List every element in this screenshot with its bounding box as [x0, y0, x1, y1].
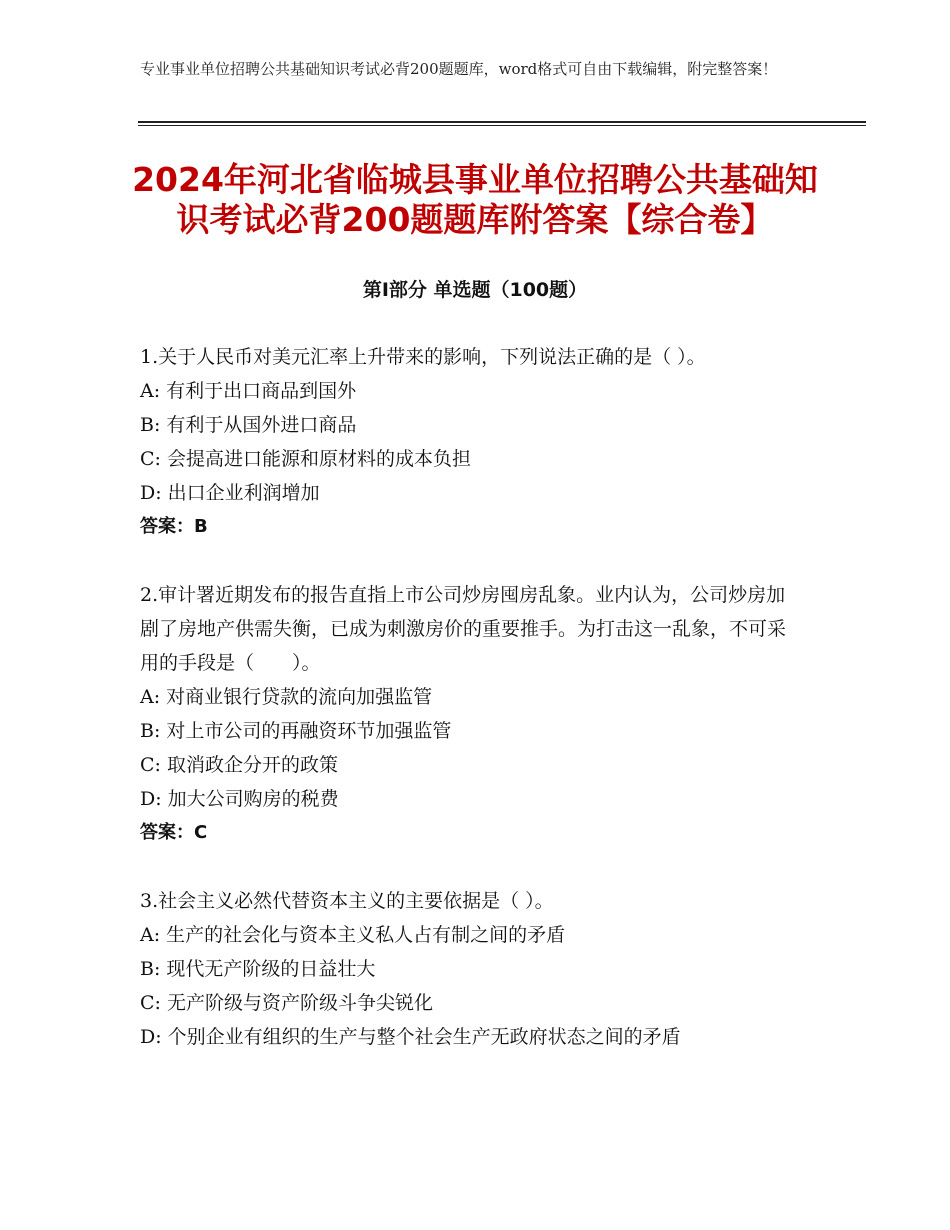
- question-stem: 1.关于人民币对美元汇率上升带来的影响，下列说法正确的是（ ）。: [140, 346, 706, 368]
- option-d: D: 加大公司购房的税费: [140, 788, 339, 810]
- question-3: [140, 884, 800, 1054]
- option-a: A: 对商业银行贷款的流向加强监管: [140, 686, 433, 708]
- option-d: D: 个别企业有组织的生产与整个社会生产无政府状态之间的矛盾: [140, 1026, 681, 1048]
- answer: 答案：B: [140, 516, 208, 537]
- section-title: 第Ⅰ部分 单选题（100题）: [362, 279, 588, 301]
- question-stem: 2.审计署近期发布的报告直指上市公司炒房囤房乱象。业内认为，公司炒房加剧了房地产供需失衡，已成为刺激房价的重要推手。为打击这一乱象，不可采用的手段是（ ）。: [140, 584, 787, 674]
- option-c: C: 无产阶级与资产阶级斗争尖锐化: [140, 992, 433, 1014]
- header-note: 专业事业单位招聘公共基础知识考试必背200题题库，word格式可自由下载编辑，附完整答案！: [140, 60, 778, 78]
- header-divider-thick: [138, 121, 866, 123]
- option-a: A: 生产的社会化与资本主义私人占有制之间的矛盾: [140, 924, 566, 946]
- question-list: [140, 340, 800, 1088]
- option-c: C: 会提高进口能源和原材料的成本负担: [140, 448, 471, 470]
- option-b: B: 现代无产阶级的日益壮大: [140, 958, 376, 980]
- answer: 答案：C: [140, 822, 208, 843]
- option-c: C: 取消政企分开的政策: [140, 754, 338, 776]
- question-2: [140, 578, 800, 850]
- question-stem: 3.社会主义必然代替资本主义的主要依据是（ ）。: [140, 890, 554, 912]
- option-a: A: 有利于出口商品到国外: [140, 380, 357, 402]
- option-b: B: 对上市公司的再融资环节加强监管: [140, 720, 452, 742]
- document-title: 2024年河北省临城县事业单位招聘公共基础知识考试必背200题题库附答案【综合卷】: [132, 160, 818, 239]
- option-d: D: 出口企业利润增加: [140, 482, 320, 504]
- header-divider-thin: [138, 125, 866, 126]
- question-1: [140, 340, 800, 544]
- option-b: B: 有利于从国外进口商品: [140, 414, 357, 436]
